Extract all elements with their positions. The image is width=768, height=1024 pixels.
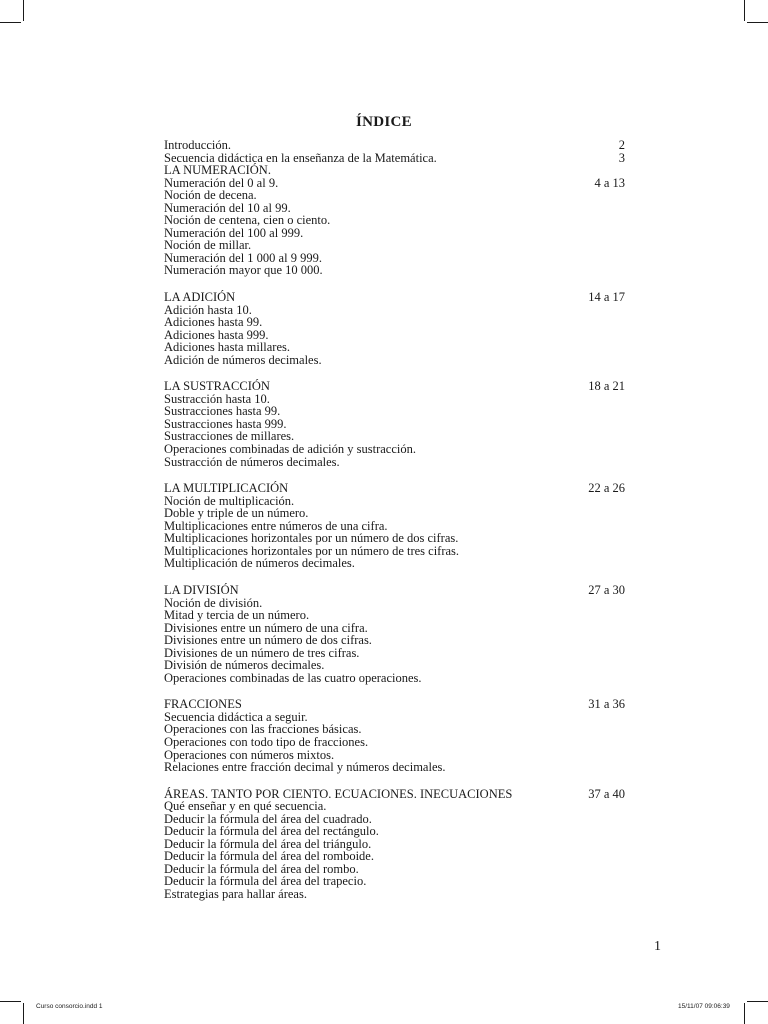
toc-entry-page: 4 a 13 bbox=[594, 175, 625, 190]
table-of-contents bbox=[164, 139, 625, 915]
toc-entry-text: Secuencia didáctica a seguir. bbox=[164, 709, 308, 724]
toc-entry-text: Operaciones combinadas de adición y sustracción. bbox=[164, 442, 416, 457]
toc-entry bbox=[164, 736, 625, 749]
toc-entry-page: 3 bbox=[618, 150, 625, 165]
toc-entry bbox=[164, 609, 625, 622]
toc-section bbox=[164, 380, 625, 468]
toc-entry-text: Numeración mayor que 10 000. bbox=[164, 263, 323, 278]
toc-entry bbox=[164, 634, 625, 647]
toc-entry-text: Adición de números decimales. bbox=[164, 352, 322, 367]
toc-entry-text: Divisiones de un número de tres cifras. bbox=[164, 645, 360, 660]
toc-entry bbox=[164, 557, 625, 570]
toc-entry-text: Sustracciones de millares. bbox=[164, 429, 295, 444]
toc-entry-page: 14 a 17 bbox=[588, 290, 625, 305]
toc-entry bbox=[164, 761, 625, 774]
toc-entry bbox=[164, 189, 625, 202]
crop-mark-top-left-horizontal bbox=[0, 22, 21, 23]
toc-entry bbox=[164, 584, 625, 597]
toc-entry-text: Doble y triple de un número. bbox=[164, 506, 309, 521]
toc-entry bbox=[164, 532, 625, 545]
toc-entry-text: Multiplicación de números decimales. bbox=[164, 556, 355, 571]
toc-section bbox=[164, 788, 625, 901]
toc-entry-text: Numeración del 100 al 999. bbox=[164, 225, 304, 240]
page-number: 1 bbox=[654, 939, 661, 954]
toc-entry bbox=[164, 139, 625, 152]
toc-entry-text: Operaciones con todo tipo de fracciones. bbox=[164, 734, 369, 749]
toc-entry bbox=[164, 380, 625, 393]
toc-entry-text: Operaciones combinadas de las cuatro operaciones. bbox=[164, 670, 422, 685]
toc-entry bbox=[164, 850, 625, 863]
toc-entry-text: Deducir la fórmula del área del cuadrado. bbox=[164, 811, 372, 826]
crop-mark-top-right-vertical bbox=[744, 0, 745, 21]
toc-entry-text: Estrategias para hallar áreas. bbox=[164, 886, 307, 901]
toc-entry-text: Operaciones con números mixtos. bbox=[164, 747, 335, 762]
toc-entry-page: 37 a 40 bbox=[588, 786, 625, 801]
crop-mark-bottom-left-vertical bbox=[23, 1003, 24, 1024]
toc-entry-text: Introducción. bbox=[164, 138, 231, 152]
toc-entry-text: ÁREAS. TANTO POR CIENTO. ECUACIONES. INECUACIONES bbox=[164, 786, 513, 801]
toc-entry bbox=[164, 214, 625, 227]
toc-entry-text: LA MULTIPLICACIÓN bbox=[164, 481, 289, 496]
toc-entry-text: Deducir la fórmula del área del rectángulo. bbox=[164, 824, 379, 839]
toc-entry-text: Sustracciones hasta 99. bbox=[164, 404, 281, 419]
crop-mark-top-right-horizontal bbox=[747, 22, 768, 23]
toc-entry-text: Multiplicaciones horizontales por un número de tres cifras. bbox=[164, 543, 460, 558]
toc-entry-text: Deducir la fórmula del área del triángulo. bbox=[164, 836, 372, 851]
toc-entry-text: Adiciones hasta 99. bbox=[164, 315, 263, 330]
toc-entry-text: Deducir la fórmula del área del rombo. bbox=[164, 861, 359, 876]
toc-entry bbox=[164, 672, 625, 685]
toc-entry bbox=[164, 456, 625, 469]
toc-entry bbox=[164, 698, 625, 711]
toc-section bbox=[164, 139, 625, 277]
toc-entry-text: Mitad y tercia de un número. bbox=[164, 608, 310, 623]
toc-entry bbox=[164, 825, 625, 838]
toc-entry-text: Multiplicaciones entre números de una cifra. bbox=[164, 518, 388, 533]
toc-entry-text: Multiplicaciones horizontales por un número de dos cifras. bbox=[164, 531, 459, 546]
crop-mark-top-left-vertical bbox=[23, 0, 24, 21]
toc-entry-text: Sustracción hasta 10. bbox=[164, 391, 270, 406]
toc-entry-text: Secuencia didáctica en la enseñanza de la Matemática. bbox=[164, 150, 437, 165]
toc-entry-text: Divisiones entre un número de una cifra. bbox=[164, 620, 368, 635]
toc-entry bbox=[164, 316, 625, 329]
toc-section bbox=[164, 291, 625, 366]
toc-entry-text: Divisiones entre un número de dos cifras. bbox=[164, 633, 372, 648]
toc-entry-text: Noción de decena. bbox=[164, 188, 257, 203]
toc-entry-text: Operaciones con las fracciones básicas. bbox=[164, 722, 362, 737]
toc-entry bbox=[164, 291, 625, 304]
toc-entry-text: Adiciones hasta 999. bbox=[164, 327, 269, 342]
toc-entry bbox=[164, 800, 625, 813]
toc-entry-text: LA SUSTRACCIÓN bbox=[164, 379, 270, 394]
toc-entry-text: FRACCIONES bbox=[164, 697, 242, 712]
toc-entry-text: Noción de multiplicación. bbox=[164, 493, 295, 508]
slug-timestamp: 15/11/07 09:06:39 bbox=[678, 1003, 730, 1010]
toc-entry-text: Noción de división. bbox=[164, 595, 263, 610]
toc-entry-text: Sustracción de números decimales. bbox=[164, 454, 340, 469]
slug-filename: Curso consorcio.indd 1 bbox=[36, 1003, 103, 1010]
toc-entry-text: Relaciones entre fracción decimal y números decimales. bbox=[164, 760, 446, 775]
toc-section bbox=[164, 698, 625, 773]
toc-entry bbox=[164, 164, 625, 177]
toc-entry-text: LA NUMERACIÓN. bbox=[164, 163, 271, 178]
toc-entry-page: 31 a 36 bbox=[588, 697, 625, 712]
toc-entry-text: Deducir la fórmula del área del trapecio. bbox=[164, 874, 367, 889]
toc-entry-text: Deducir la fórmula del área del romboide. bbox=[164, 849, 374, 864]
toc-entry bbox=[164, 888, 625, 901]
toc-entry-text: LA DIVISIÓN bbox=[164, 582, 239, 597]
toc-entry-text: Numeración del 10 al 99. bbox=[164, 200, 291, 215]
crop-mark-bottom-right-horizontal bbox=[747, 1001, 768, 1002]
toc-entry bbox=[164, 443, 625, 456]
toc-entry-page: 27 a 30 bbox=[588, 582, 625, 597]
crop-mark-bottom-right-vertical bbox=[744, 1003, 745, 1024]
toc-entry bbox=[164, 341, 625, 354]
crop-mark-bottom-left-horizontal bbox=[0, 1001, 21, 1002]
toc-entry bbox=[164, 264, 625, 277]
toc-entry bbox=[164, 482, 625, 495]
toc-entry bbox=[164, 659, 625, 672]
toc-entry-page: 2 bbox=[618, 138, 625, 152]
toc-entry-text: Adición hasta 10. bbox=[164, 302, 252, 317]
toc-section bbox=[164, 584, 625, 684]
toc-entry-page: 22 a 26 bbox=[588, 481, 625, 496]
toc-entry-text: Numeración del 0 al 9. bbox=[164, 175, 279, 190]
toc-section bbox=[164, 482, 625, 570]
toc-entry-text: Noción de millar. bbox=[164, 238, 252, 253]
toc-entry-page: 18 a 21 bbox=[588, 379, 625, 394]
toc-entry-text: Noción de centena, cien o ciento. bbox=[164, 213, 331, 228]
toc-entry-text: Numeración del 1 000 al 9 999. bbox=[164, 250, 322, 265]
toc-entry-text: LA ADICIÓN bbox=[164, 290, 236, 305]
toc-entry bbox=[164, 354, 625, 367]
toc-entry-text: Adiciones hasta millares. bbox=[164, 340, 291, 355]
toc-entry-text: Qué enseñar y en qué secuencia. bbox=[164, 799, 327, 814]
page-title: ÍNDICE bbox=[356, 114, 412, 130]
toc-entry bbox=[164, 507, 625, 520]
toc-entry-text: División de números decimales. bbox=[164, 658, 325, 673]
toc-entry-text: Sustracciones hasta 999. bbox=[164, 416, 287, 431]
